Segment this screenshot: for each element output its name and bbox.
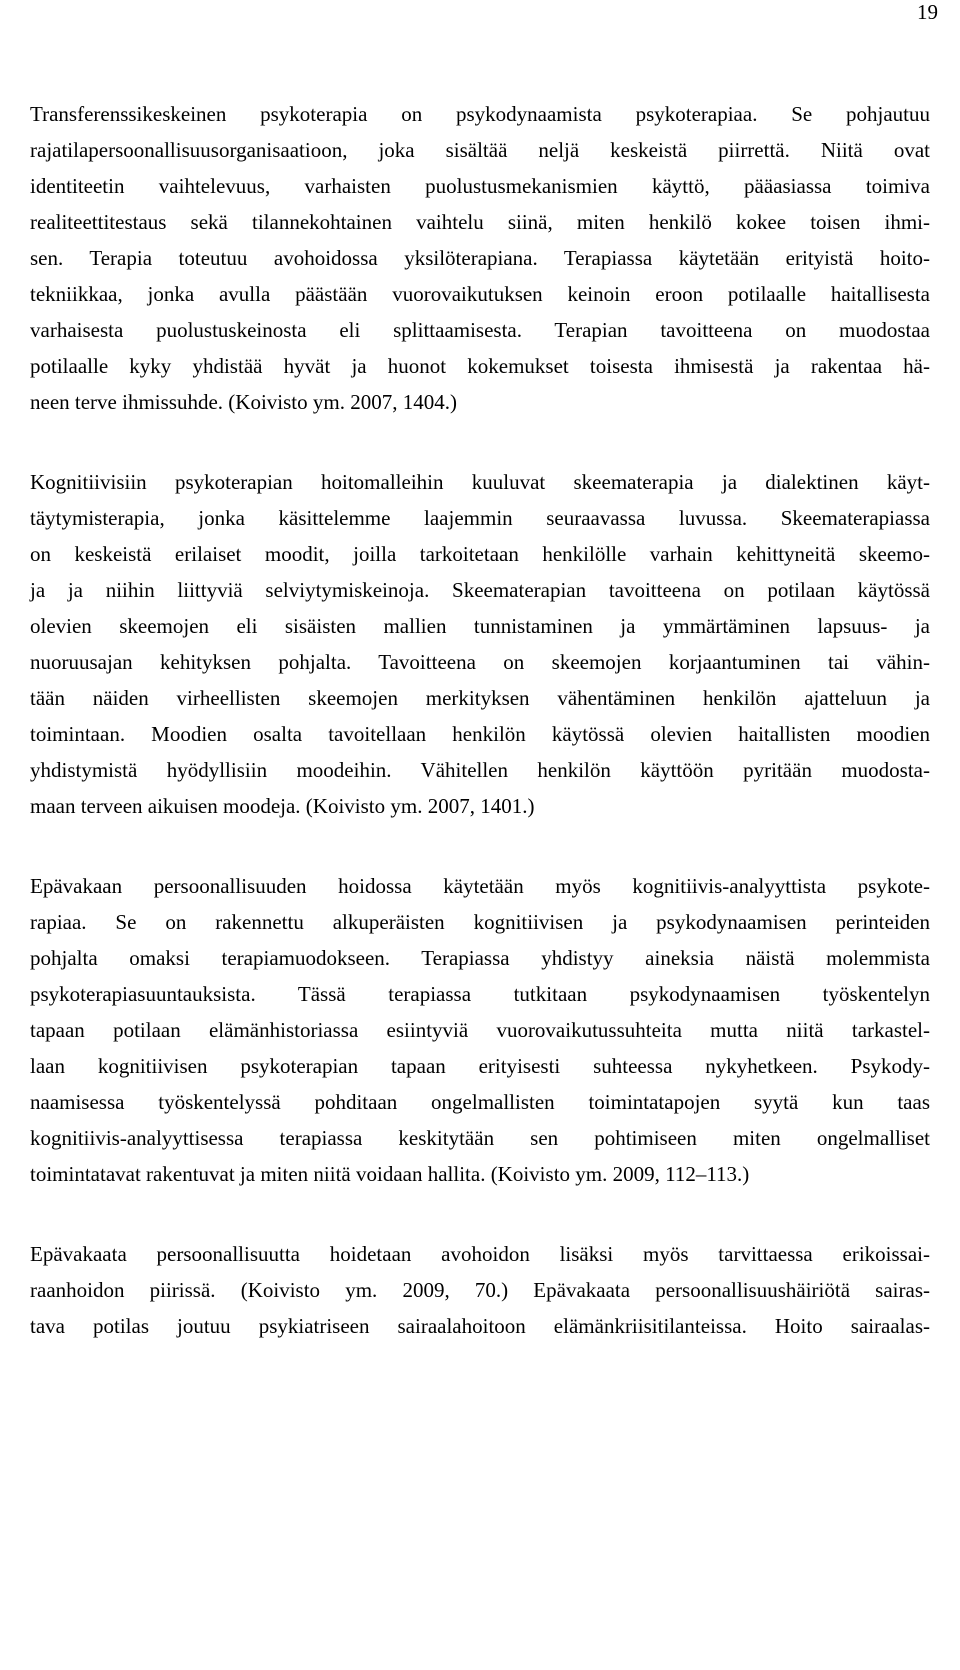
text-line: tava potilas joutuu psykiatriseen sairaalahoitoon elämänkriisitilanteissa. Hoito sairaalas- [30, 1314, 930, 1338]
text-line: potilaalle kyky yhdistää hyvät ja huonot kokemukset toisesta ihmisestä ja rakentaa hä- [30, 354, 930, 378]
text-line: on keskeistä erilaiset moodit, joilla tarkoitetaan henkilölle varhain kehittyneitä skeemo- [30, 542, 930, 566]
text-line: laan kognitiivisen psykoterapian tapaan erityisesti suhteessa nykyhetkeen. Psykody- [30, 1054, 930, 1078]
text-line: rajatilapersoonallisuusorganisaatioon, joka sisältää neljä keskeistä piirrettä. Niitä ovat [30, 138, 930, 162]
text-line: kognitiivis-analyyttisessa terapiassa keskitytään sen pohtimiseen miten ongelmalliset [30, 1126, 930, 1150]
text-line: realiteettitestaus sekä tilannekohtainen vaihtelu siinä, miten henkilö kokee toisen ihmi- [30, 210, 930, 234]
text-line: maan terveen aikuisen moodeja. (Koivisto ym. 2007, 1401.) [30, 794, 535, 818]
text-line: rapiaa. Se on rakennettu alkuperäisten kognitiivisen ja psykodynaamisen perinteiden [30, 910, 930, 934]
paragraph-specialist-care [30, 1236, 930, 1344]
text-line: pohjalta omaksi terapiamuodokseen. Terapiassa yhdistyy aineksia näistä molemmista [30, 946, 930, 970]
paragraph-schema-therapy [30, 464, 930, 824]
text-line: olevien skeemojen eli sisäisten mallien tunnistaminen ja ymmärtäminen lapsuus- ja [30, 614, 930, 638]
text-line: Kognitiivisiin psykoterapian hoitomalleihin kuuluvat skeematerapia ja dialektinen käyt- [30, 470, 930, 494]
text-line: täytymisterapia, jonka käsittelemme laajemmin seuraavassa luvussa. Skeematerapiassa [30, 506, 930, 530]
text-line: ja ja niihin liittyviä selviytymiskeinoja. Skeematerapian tavoitteena on potilaan käytössä [30, 578, 930, 602]
text-line: toimintaan. Moodien osalta tavoitellaan henkilön käytössä olevien haitallisten moodien [30, 722, 930, 746]
text-line: psykoterapiasuuntauksista. Tässä terapiassa tutkitaan psykodynaamisen työskentelyn [30, 982, 930, 1006]
text-line: varhaisesta puolustuskeinosta eli splittaamisesta. Terapian tavoitteena on muodostaa [30, 318, 930, 342]
paragraph-transference-therapy [30, 96, 930, 420]
text-line: Transferenssikeskeinen psykoterapia on psykodynaamista psykoterapiaa. Se pohjautuu [30, 102, 930, 126]
text-line: tapaan potilaan elämänhistoriassa esiintyviä vuorovaikutussuhteita mutta niitä tarkastel- [30, 1018, 930, 1042]
page-number: 19 [917, 0, 938, 24]
text-line: yhdistymistä hyödyllisiin moodeihin. Vähitellen henkilön käyttöön pyritään muodosta- [30, 758, 930, 782]
text-line: naamisessa työskentelyssä pohditaan ongelmallisten toimintatapojen syytä kun taas [30, 1090, 930, 1114]
paragraph-cognitive-analytic-therapy [30, 868, 930, 1192]
text-line: neen terve ihmissuhde. (Koivisto ym. 2007, 1404.) [30, 390, 457, 414]
paragraph-spacer [30, 420, 930, 464]
text-line: sen. Terapia toteutuu avohoidossa yksilöterapiana. Terapiassa käytetään erityistä hoito- [30, 246, 930, 270]
text-line: tekniikkaa, jonka avulla päästään vuorovaikutuksen keinoin eroon potilaalle haitallisesta [30, 282, 930, 306]
text-line: toimintatavat rakentuvat ja miten niitä voidaan hallita. (Koivisto ym. 2009, 112–113.) [30, 1162, 750, 1186]
text-line: Epävakaan persoonallisuuden hoidossa käytetään myös kognitiivis-analyyttista psykote- [30, 874, 930, 898]
paragraph-spacer [30, 1192, 930, 1236]
text-line: tään näiden virheellisten skeemojen merkityksen vähentäminen henkilön ajatteluun ja [30, 686, 930, 710]
text-line: identiteetin vaihtelevuus, varhaisten puolustusmekanismien käyttö, pääasiassa toimiva [30, 174, 930, 198]
text-line: Epävakaata persoonallisuutta hoidetaan avohoidon lisäksi myös tarvittaessa erikoissai- [30, 1242, 930, 1266]
paragraph-spacer [30, 824, 930, 868]
document-body [30, 96, 930, 1344]
text-line: nuoruusajan kehityksen pohjalta. Tavoitteena on skeemojen korjaantuminen tai vähin- [30, 650, 930, 674]
text-line: raanhoidon piirissä. (Koivisto ym. 2009, 70.) Epävakaata persoonallisuushäiriötä sairas- [30, 1278, 930, 1302]
